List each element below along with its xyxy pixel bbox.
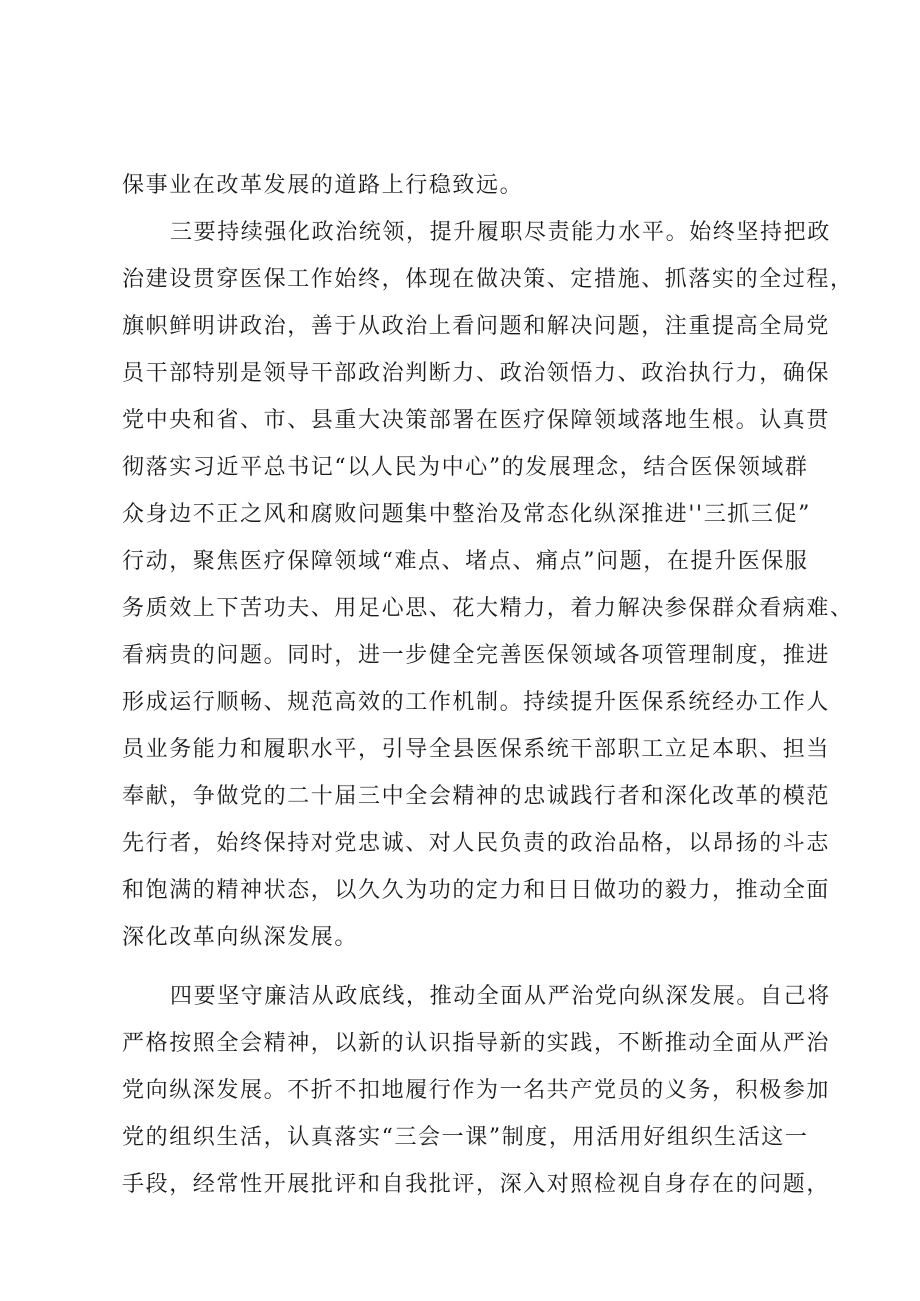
text-line: 三要持续强化政治统领，提升履职尽责能力水平。始终坚持把政 [170, 220, 831, 245]
text-line: 彻落实习近平总书记“以人民为中心”的发展理念，结合医保领域群 [122, 455, 809, 480]
text-line: 四要坚守廉洁从政底线，推动全面从严治党向纵深发展。自己将 [170, 984, 831, 1009]
paragraph-point-four [122, 973, 831, 1208]
text-line: 看病贵的问题。同时，进一步健全完善医保领域各项管理制度，推进 [122, 643, 831, 668]
text-line: 严格按照全会精神，以新的认识指导新的实践，不断推动全面从严治 [122, 1031, 831, 1056]
text-line: 形成运行顺畅、规范高效的工作机制。持续提升医保系统经办工作人 [122, 690, 831, 715]
paragraph-continuation [122, 162, 822, 209]
text-line: 党中央和省、市、县重大决策部署在医疗保障领域落地生根。认真贯 [122, 408, 831, 433]
text-line: 行动，聚焦医疗保障领域“难点、堵点、痛点”问题，在提升医保服 [122, 549, 809, 574]
text-line: 和饱满的精神状态，以久久为功的定力和日日做功的毅力，推动全面 [122, 878, 831, 903]
text-line: 手段，经常性开展批评和自我批评，深入对照检视自身存在的问题， [122, 1172, 831, 1197]
text-line: 党的组织生活，认真落实“三会一课”制度，用活用好组织生活这一 [122, 1125, 809, 1150]
text-line: 旗帜鲜明讲政治，善于从政治上看问题和解决问题，注重提高全局党 [122, 314, 831, 339]
paragraph-spacer [122, 961, 822, 973]
text-line: 员业务能力和履职水平，引导全县医保系统干部职工立足本职、担当 [122, 737, 831, 762]
text-line: 先行者，始终保持对党忠诚、对人民负责的政治品格，以昂扬的斗志 [122, 831, 831, 856]
paragraph-point-three [122, 209, 854, 961]
text-line: 员干部特别是领导干部政治判断力、政治领悟力、政治执行力，确保 [122, 361, 831, 386]
text-line: 奉献，争做党的二十届三中全会精神的忠诚践行者和深化改革的模范 [122, 784, 831, 809]
text-line: 众身边不正之风和腐败问题集中整治及常态化纵深推进''三抓三促” [122, 502, 811, 527]
text-line: 务质效上下苦功夫、用足心思、花大精力，着力解决参保群众看病难、 [122, 596, 854, 621]
text-line: 保事业在改革发展的道路上行稳致远。 [122, 173, 524, 198]
document-body [122, 162, 854, 1208]
text-line: 党向纵深发展。不折不扣地履行作为一名共产党员的义务，积极参加 [122, 1078, 831, 1103]
text-line: 治建设贯穿医保工作始终，体现在做决策、定措施、抓落实的全过程， [122, 267, 854, 292]
text-line: 深化改革向纵深发展。 [122, 925, 359, 950]
